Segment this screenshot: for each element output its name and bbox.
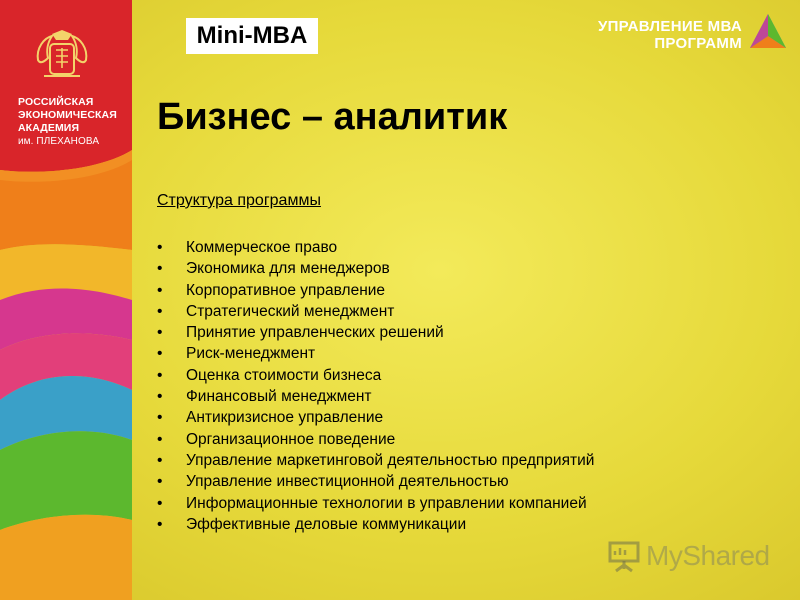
list-item: • Финансовый менеджмент — [157, 386, 594, 407]
list-item: • Антикризисное управление — [157, 407, 594, 428]
list-item: • Коммерческое право — [157, 237, 594, 258]
university-name-line: АКАДЕМИЯ — [18, 122, 80, 134]
university-name-line: ЭКОНОМИЧЕСКАЯ — [18, 109, 117, 121]
list-item: • Риск-менеджмент — [157, 343, 594, 364]
list-item: • Экономика для менеджеров — [157, 258, 594, 279]
brand-line: УПРАВЛЕНИЕ МВА — [597, 18, 742, 35]
list-item: • Стратегический менеджмент — [157, 301, 594, 322]
watermark-text: MyShared — [646, 540, 770, 571]
list-item: • Оценка стоимости бизнеса — [157, 365, 594, 386]
program-list — [157, 237, 594, 535]
list-item: • Принятие управленческих решений — [157, 322, 594, 343]
slide-title: Бизнес – аналитик — [157, 96, 508, 138]
list-item: • Управление маркетинговой деятельностью предприятий — [157, 450, 594, 471]
list-item: • Информационные технологии в управлении компанией — [157, 493, 594, 514]
list-item: • Управление инвестиционной деятельностью — [157, 471, 594, 492]
mini-mba-badge: Mini-MBA — [186, 18, 318, 54]
list-item: • Организационное поведение — [157, 429, 594, 450]
list-item: • Эффективные деловые коммуникации — [157, 514, 594, 535]
presentation-board-icon — [606, 539, 642, 573]
triangle-logo-icon — [748, 12, 788, 50]
list-item: • Корпоративное управление — [157, 280, 594, 301]
mba-brand-text — [598, 18, 742, 52]
brand-line: ПРОГРАММ — [654, 35, 742, 52]
university-name-line: им. ПЛЕХАНОВА — [18, 136, 100, 147]
decorative-stripes — [0, 0, 132, 600]
myshared-watermark — [606, 537, 770, 575]
university-name-line: РОССИЙСКАЯ — [18, 96, 94, 108]
academy-crest-icon — [30, 28, 94, 88]
section-heading: Структура программы — [157, 192, 321, 209]
university-name — [18, 96, 128, 148]
